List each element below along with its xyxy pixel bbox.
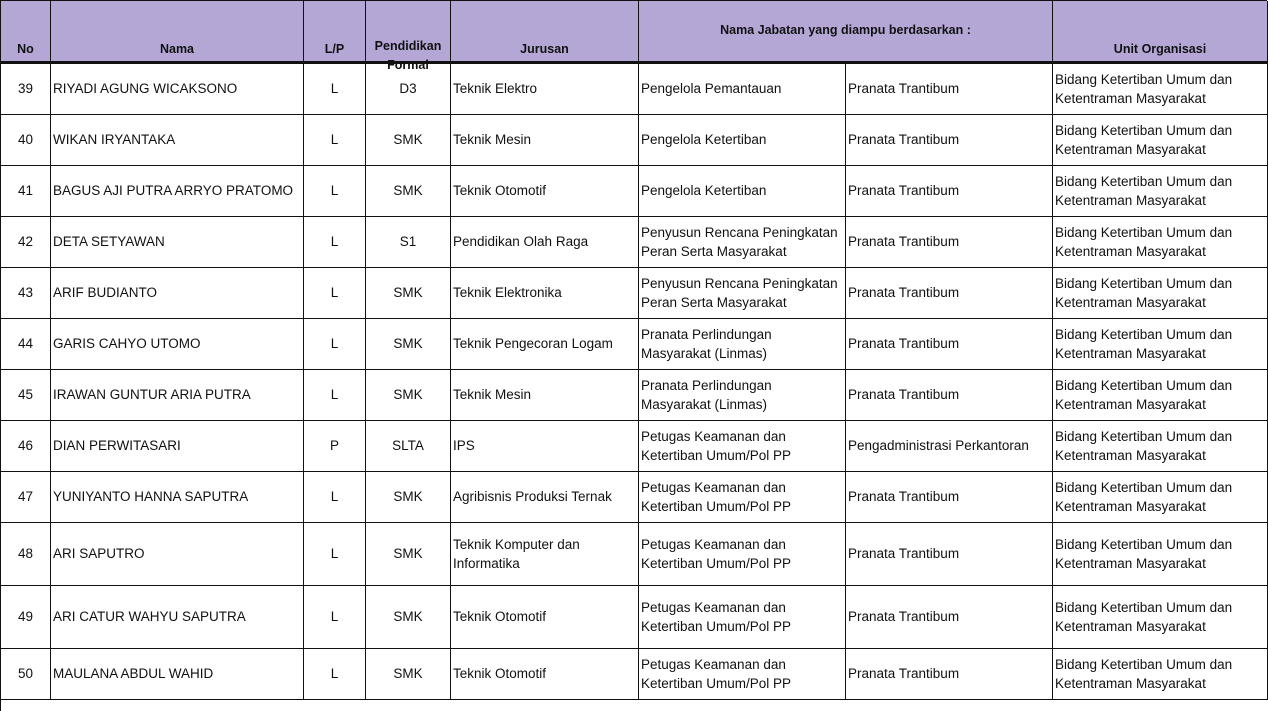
cell-jabatan-2: Pranata Trantibum — [846, 166, 1053, 217]
cell-jabatan-1: Penyusun Rencana Peningkatan Peran Serta Masyarakat — [639, 217, 846, 268]
header-pendidikan: Pendidikan Formal — [366, 1, 451, 64]
cell-pendidikan: SMK — [366, 586, 451, 649]
cell-jurusan: IPS — [451, 421, 639, 472]
cell-jabatan-1: Pengelola Ketertiban — [639, 166, 846, 217]
cell-jurusan: Teknik Otomotif — [451, 649, 639, 700]
cell-jabatan-2: Pranata Trantibum — [846, 64, 1053, 115]
cell-no: 46 — [1, 421, 51, 472]
header-nama: Nama — [51, 1, 304, 64]
cell-nama: GARIS CAHYO UTOMO — [51, 319, 304, 370]
cell-unit: Bidang Ketertiban Umum dan Ketentraman Masyarakat — [1053, 166, 1268, 217]
cell-jabatan-1: Petugas Keamanan dan Ketertiban Umum/Pol PP — [639, 421, 846, 472]
cell-nama: ARI SAPUTRO — [51, 523, 304, 586]
cell-jabatan-1: Petugas Keamanan dan Ketertiban Umum/Pol PP — [639, 472, 846, 523]
cell-lp: L — [304, 64, 366, 115]
cell-unit: Bidang Ketertiban Umum dan Ketentraman Masyarakat — [1053, 319, 1268, 370]
cell-jabatan-1: Penyusun Rencana Peningkatan Peran Serta Masyarakat — [639, 268, 846, 319]
cell-jurusan: Teknik Elektronika — [451, 268, 639, 319]
cell-unit: Bidang Ketertiban Umum dan Ketentraman Masyarakat — [1053, 370, 1268, 421]
cell-jabatan-2: Pranata Trantibum — [846, 370, 1053, 421]
cell-unit: Bidang Ketertiban Umum dan Ketentraman Masyarakat — [1053, 472, 1268, 523]
cell-jurusan: Teknik Otomotif — [451, 166, 639, 217]
cell-nama: ARI CATUR WAHYU SAPUTRA — [51, 586, 304, 649]
cell-unit: Bidang Ketertiban Umum dan Ketentraman Masyarakat — [1053, 64, 1268, 115]
cell-jurusan: Teknik Mesin — [451, 115, 639, 166]
cell-nama: IRAWAN GUNTUR ARIA PUTRA — [51, 370, 304, 421]
cell-jurusan: Agribisnis Produksi Ternak — [451, 472, 639, 523]
cell-lp: L — [304, 472, 366, 523]
cell-jabatan-1: Petugas Keamanan dan Ketertiban Umum/Pol PP — [639, 523, 846, 586]
header-unit: Unit Organisasi — [1053, 1, 1268, 64]
cell-no: 48 — [1, 523, 51, 586]
cell-jabatan-2: Pengadministrasi Perkantoran — [846, 421, 1053, 472]
cell-no: 47 — [1, 472, 51, 523]
cell-unit: Bidang Ketertiban Umum dan Ketentraman Masyarakat — [1053, 649, 1268, 700]
cell-lp: L — [304, 523, 366, 586]
cell-pendidikan: SMK — [366, 319, 451, 370]
cell-nama: RIYADI AGUNG WICAKSONO — [51, 64, 304, 115]
cell-lp: L — [304, 649, 366, 700]
cell-jabatan-2: Pranata Trantibum — [846, 115, 1053, 166]
cell-lp: P — [304, 421, 366, 472]
cell-pendidikan: D3 — [366, 64, 451, 115]
header-jabatan-label: Nama Jabatan yang diampu berdasarkan : — [720, 23, 971, 37]
cell-lp: L — [304, 166, 366, 217]
cell-pendidikan: SMK — [366, 472, 451, 523]
cell-jabatan-1: Pranata Perlindungan Masyarakat (Linmas) — [639, 370, 846, 421]
cell-nama: BAGUS AJI PUTRA ARRYO PRATOMO — [51, 166, 304, 217]
cell-pendidikan: SMK — [366, 523, 451, 586]
cell-pendidikan: SMK — [366, 166, 451, 217]
cell-jurusan: Pendidikan Olah Raga — [451, 217, 639, 268]
cell-no: 42 — [1, 217, 51, 268]
cell-no: 41 — [1, 166, 51, 217]
cell-pendidikan: SMK — [366, 268, 451, 319]
cell-lp: L — [304, 115, 366, 166]
cell-nama: MAULANA ABDUL WAHID — [51, 649, 304, 700]
cell-nama: WIKAN IRYANTAKA — [51, 115, 304, 166]
cell-jurusan: Teknik Elektro — [451, 64, 639, 115]
cell-nama: DETA SETYAWAN — [51, 217, 304, 268]
cell-jabatan-2: Pranata Trantibum — [846, 472, 1053, 523]
cell-no: 43 — [1, 268, 51, 319]
cell-no: 40 — [1, 115, 51, 166]
header-jurusan: Jurusan — [451, 1, 639, 64]
header-jabatan-group — [639, 1, 1053, 64]
cell-jurusan: Teknik Komputer dan Informatika — [451, 523, 639, 586]
cell-pendidikan: SMK — [366, 115, 451, 166]
cell-jabatan-1: Petugas Keamanan dan Ketertiban Umum/Pol PP — [639, 586, 846, 649]
cell-jurusan: Teknik Otomotif — [451, 586, 639, 649]
cell-no: 50 — [1, 649, 51, 700]
cell-jabatan-2: Pranata Trantibum — [846, 319, 1053, 370]
cell-lp: L — [304, 268, 366, 319]
cell-pendidikan: SMK — [366, 370, 451, 421]
header-no: No — [1, 1, 51, 64]
cell-nama: YUNIYANTO HANNA SAPUTRA — [51, 472, 304, 523]
cell-jabatan-1: Petugas Keamanan dan Ketertiban Umum/Pol PP — [639, 649, 846, 700]
cell-jabatan-2: Pranata Trantibum — [846, 268, 1053, 319]
cell-nama: ARIF BUDIANTO — [51, 268, 304, 319]
cell-jurusan: Teknik Pengecoran Logam — [451, 319, 639, 370]
cell-unit: Bidang Ketertiban Umum dan Ketentraman Masyarakat — [1053, 217, 1268, 268]
cell-jabatan-2: Pranata Trantibum — [846, 586, 1053, 649]
cell-unit: Bidang Ketertiban Umum dan Ketentraman Masyarakat — [1053, 268, 1268, 319]
cell-jabatan-1: Pranata Perlindungan Masyarakat (Linmas) — [639, 319, 846, 370]
cell-no: 49 — [1, 586, 51, 649]
cell-jabatan-1: Pengelola Pemantauan — [639, 64, 846, 115]
cell-nama: DIAN PERWITASARI — [51, 421, 304, 472]
cell-jabatan-2: Pranata Trantibum — [846, 649, 1053, 700]
cell-no: 45 — [1, 370, 51, 421]
cell-pendidikan: SLTA — [366, 421, 451, 472]
cell-jabatan-1: Pengelola Ketertiban — [639, 115, 846, 166]
cell-lp: L — [304, 217, 366, 268]
cell-unit: Bidang Ketertiban Umum dan Ketentraman Masyarakat — [1053, 115, 1268, 166]
cell-lp: L — [304, 319, 366, 370]
cell-lp: L — [304, 370, 366, 421]
cell-unit: Bidang Ketertiban Umum dan Ketentraman Masyarakat — [1053, 586, 1268, 649]
cell-jabatan-2: Pranata Trantibum — [846, 217, 1053, 268]
cell-unit: Bidang Ketertiban Umum dan Ketentraman Masyarakat — [1053, 523, 1268, 586]
cell-pendidikan: SMK — [366, 649, 451, 700]
cell-unit: Bidang Ketertiban Umum dan Ketentraman Masyarakat — [1053, 421, 1268, 472]
cell-no: 39 — [1, 64, 51, 115]
cell-no: 44 — [1, 319, 51, 370]
cell-jabatan-2: Pranata Trantibum — [846, 523, 1053, 586]
cell-pendidikan: S1 — [366, 217, 451, 268]
cell-lp: L — [304, 586, 366, 649]
header-lp: L/P — [304, 1, 366, 64]
cell-jurusan: Teknik Mesin — [451, 370, 639, 421]
